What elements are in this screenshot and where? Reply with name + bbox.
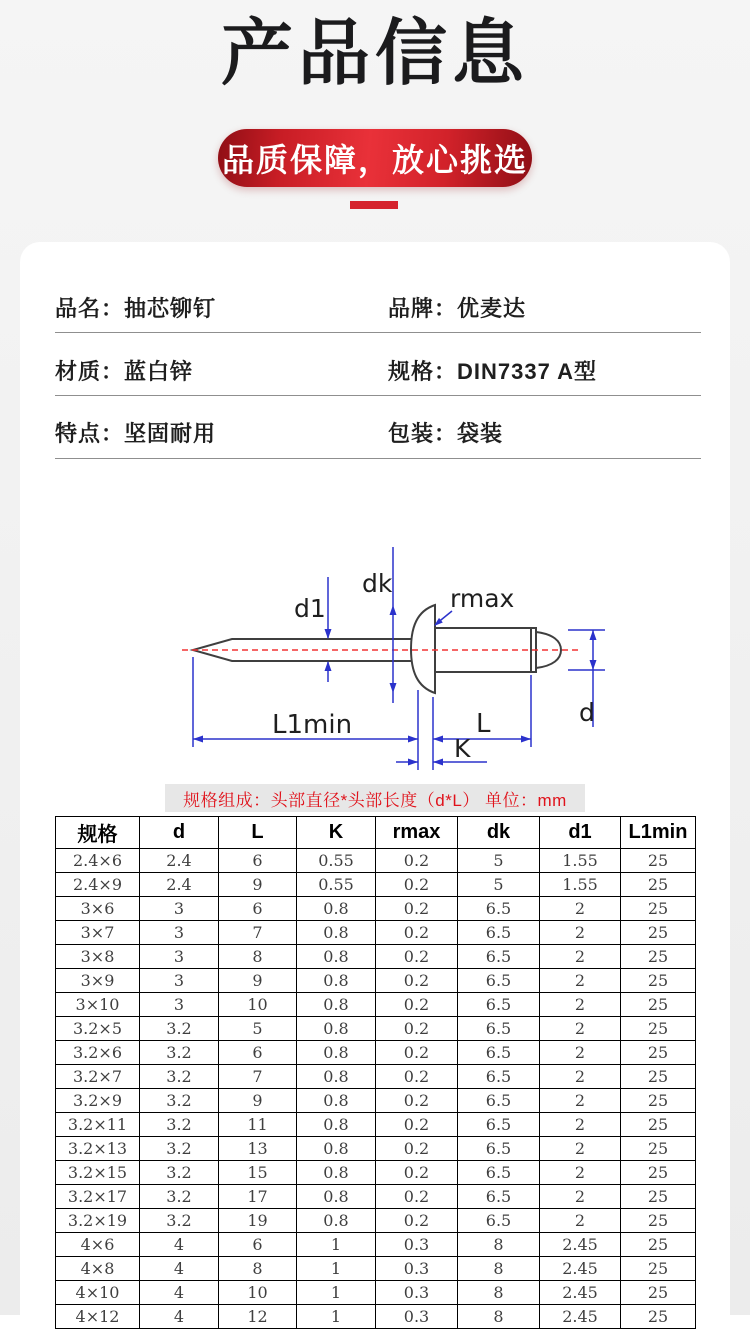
info-value: DIN7337 A型	[457, 359, 598, 384]
table-cell: 3.2×6	[56, 1041, 140, 1065]
table-cell: 25	[621, 1185, 696, 1209]
table-cell: 0.55	[297, 849, 376, 873]
table-cell: 6.5	[458, 969, 540, 993]
table-cell: 25	[621, 849, 696, 873]
table-row	[56, 1089, 696, 1113]
spec-table-header-cell: K	[297, 817, 376, 849]
table-cell: 6	[219, 897, 297, 921]
table-cell: 15	[219, 1161, 297, 1185]
table-cell: 2.4×6	[56, 849, 140, 873]
table-cell: 19	[219, 1209, 297, 1233]
table-cell: 11	[219, 1113, 297, 1137]
table-cell: 25	[621, 1041, 696, 1065]
table-row	[56, 1257, 696, 1281]
table-cell: 4×8	[56, 1257, 140, 1281]
dim-label-L: L	[476, 709, 491, 739]
table-cell: 3.2×19	[56, 1209, 140, 1233]
table-cell: 0.8	[297, 1185, 376, 1209]
table-cell: 6.5	[458, 1017, 540, 1041]
table-cell: 4×6	[56, 1233, 140, 1257]
info-divider	[55, 458, 701, 459]
table-row	[56, 945, 696, 969]
table-row	[56, 1161, 696, 1185]
table-cell: 3×9	[56, 969, 140, 993]
table-cell: 0.3	[376, 1305, 458, 1329]
spec-note-text: 规格组成：头部直径*头部长度（d*L） 单位：mm	[183, 790, 567, 810]
table-cell: 0.2	[376, 1209, 458, 1233]
table-cell: 0.2	[376, 873, 458, 897]
table-cell: 6.5	[458, 993, 540, 1017]
table-cell: 2	[540, 969, 621, 993]
table-cell: 3.2×11	[56, 1113, 140, 1137]
dim-label-d: d	[579, 698, 595, 727]
table-cell: 6.5	[458, 921, 540, 945]
table-cell: 3.2	[140, 1065, 219, 1089]
table-cell: 1	[297, 1281, 376, 1305]
table-cell: 2	[540, 945, 621, 969]
table-cell: 25	[621, 1161, 696, 1185]
info-field-name	[55, 292, 216, 323]
table-cell: 2	[540, 1185, 621, 1209]
table-cell: 4×12	[56, 1305, 140, 1329]
table-row	[56, 993, 696, 1017]
table-cell: 2	[540, 1137, 621, 1161]
info-field-packaging	[388, 417, 503, 448]
table-cell: 2	[540, 1089, 621, 1113]
table-cell: 3.2×9	[56, 1089, 140, 1113]
table-cell: 25	[621, 969, 696, 993]
table-cell: 1	[297, 1305, 376, 1329]
table-cell: 25	[621, 1113, 696, 1137]
table-cell: 25	[621, 897, 696, 921]
info-label: 包装：	[388, 421, 458, 446]
table-cell: 0.3	[376, 1281, 458, 1305]
info-label: 特点：	[55, 421, 125, 446]
table-cell: 25	[621, 1137, 696, 1161]
table-cell: 3	[140, 945, 219, 969]
table-cell: 0.2	[376, 1137, 458, 1161]
info-field-material	[55, 355, 193, 386]
table-cell: 8	[458, 1257, 540, 1281]
spec-table-header-cell: rmax	[376, 817, 458, 849]
table-cell: 8	[219, 945, 297, 969]
table-cell: 0.2	[376, 1065, 458, 1089]
table-cell: 4	[140, 1305, 219, 1329]
table-cell: 9	[219, 1089, 297, 1113]
spec-table-header-cell: d	[140, 817, 219, 849]
table-cell: 4	[140, 1281, 219, 1305]
table-cell: 1.55	[540, 873, 621, 897]
table-cell: 3.2×15	[56, 1161, 140, 1185]
table-cell: 17	[219, 1185, 297, 1209]
table-cell: 2	[540, 993, 621, 1017]
info-field-spec	[388, 355, 597, 386]
table-cell: 0.8	[297, 1113, 376, 1137]
table-cell: 0.2	[376, 1017, 458, 1041]
table-cell: 3×8	[56, 945, 140, 969]
table-cell: 0.55	[297, 873, 376, 897]
table-cell: 0.2	[376, 897, 458, 921]
table-cell: 2	[540, 1017, 621, 1041]
table-row	[56, 897, 696, 921]
spec-table-header-cell: 规格	[56, 817, 140, 849]
table-cell: 2	[540, 1065, 621, 1089]
table-cell: 3.2	[140, 1185, 219, 1209]
table-cell: 2	[540, 1161, 621, 1185]
table-row	[56, 1305, 696, 1329]
table-cell: 6.5	[458, 1089, 540, 1113]
info-value: 抽芯铆钉	[124, 296, 217, 321]
table-cell: 3	[140, 969, 219, 993]
table-cell: 6	[219, 1041, 297, 1065]
table-row	[56, 921, 696, 945]
table-cell: 12	[219, 1305, 297, 1329]
table-row	[56, 1209, 696, 1233]
table-cell: 3.2×17	[56, 1185, 140, 1209]
table-cell: 0.2	[376, 1041, 458, 1065]
table-cell: 0.2	[376, 1161, 458, 1185]
info-value: 蓝白锌	[124, 359, 194, 384]
table-cell: 5	[219, 1017, 297, 1041]
table-cell: 0.3	[376, 1257, 458, 1281]
info-value: 优麦达	[457, 296, 527, 321]
table-cell: 3.2	[140, 1017, 219, 1041]
spec-table-header-cell: L	[219, 817, 297, 849]
table-row	[56, 1281, 696, 1305]
table-cell: 8	[458, 1233, 540, 1257]
table-cell: 7	[219, 1065, 297, 1089]
table-cell: 2.4	[140, 873, 219, 897]
table-cell: 0.8	[297, 1041, 376, 1065]
info-label: 品牌：	[388, 296, 458, 321]
table-cell: 6.5	[458, 1113, 540, 1137]
rivet-technical-diagram	[140, 535, 620, 785]
dim-label-d1: d1	[294, 594, 326, 623]
table-cell: 0.8	[297, 1089, 376, 1113]
table-cell: 10	[219, 993, 297, 1017]
dim-label-K: K	[454, 734, 471, 763]
table-cell: 0.2	[376, 945, 458, 969]
table-cell: 0.3	[376, 1233, 458, 1257]
table-row	[56, 1041, 696, 1065]
table-cell: 25	[621, 945, 696, 969]
table-cell: 0.8	[297, 1065, 376, 1089]
table-cell: 0.2	[376, 993, 458, 1017]
table-cell: 25	[621, 921, 696, 945]
table-cell: 3.2	[140, 1209, 219, 1233]
table-cell: 3.2	[140, 1113, 219, 1137]
spec-table-header-row	[56, 817, 696, 849]
table-cell: 4	[140, 1233, 219, 1257]
table-cell: 0.2	[376, 849, 458, 873]
table-cell: 1	[297, 1257, 376, 1281]
table-cell: 0.8	[297, 969, 376, 993]
table-cell: 2.45	[540, 1281, 621, 1305]
table-cell: 10	[219, 1281, 297, 1305]
table-cell: 2	[540, 897, 621, 921]
table-cell: 3.2×13	[56, 1137, 140, 1161]
table-cell: 8	[219, 1257, 297, 1281]
info-label: 材质：	[55, 359, 125, 384]
table-cell: 3.2	[140, 1089, 219, 1113]
info-label: 品名：	[55, 296, 125, 321]
dim-label-L1min: L1min	[272, 710, 353, 740]
table-cell: 3	[140, 897, 219, 921]
table-row	[56, 1017, 696, 1041]
quality-banner-text: 品质保障，放心挑选	[221, 142, 528, 178]
table-cell: 3.2	[140, 1161, 219, 1185]
table-cell: 6.5	[458, 1065, 540, 1089]
table-cell: 6.5	[458, 1137, 540, 1161]
table-cell: 3×10	[56, 993, 140, 1017]
table-cell: 3.2×5	[56, 1017, 140, 1041]
table-row	[56, 1233, 696, 1257]
table-cell: 3.2	[140, 1041, 219, 1065]
table-cell: 8	[458, 1281, 540, 1305]
table-cell: 2.4×9	[56, 873, 140, 897]
rivet-outline	[193, 605, 561, 693]
table-cell: 2	[540, 921, 621, 945]
table-cell: 2	[540, 1113, 621, 1137]
table-cell: 5	[458, 849, 540, 873]
table-cell: 0.8	[297, 1161, 376, 1185]
table-cell: 0.8	[297, 1017, 376, 1041]
table-row	[56, 873, 696, 897]
table-row	[56, 1065, 696, 1089]
table-row	[56, 849, 696, 873]
table-cell: 9	[219, 969, 297, 993]
table-cell: 6.5	[458, 897, 540, 921]
table-row	[56, 1137, 696, 1161]
table-cell: 8	[458, 1305, 540, 1329]
info-label: 规格：	[388, 359, 458, 384]
table-cell: 2	[540, 1209, 621, 1233]
table-cell: 2.45	[540, 1305, 621, 1329]
table-cell: 6	[219, 1233, 297, 1257]
table-cell: 3.2	[140, 1137, 219, 1161]
spec-table-body	[56, 849, 696, 1329]
table-cell: 0.2	[376, 921, 458, 945]
table-cell: 6.5	[458, 945, 540, 969]
spec-table-header-cell: L1min	[621, 817, 696, 849]
table-cell: 25	[621, 1089, 696, 1113]
table-cell: 25	[621, 1257, 696, 1281]
spec-table-header-cell: dk	[458, 817, 540, 849]
dim-label-dk: dk	[362, 569, 393, 598]
table-cell: 0.8	[297, 945, 376, 969]
info-field-brand	[388, 292, 526, 323]
table-cell: 0.2	[376, 969, 458, 993]
info-field-feature	[55, 417, 216, 448]
spec-table	[55, 816, 696, 1329]
table-row	[56, 1185, 696, 1209]
table-cell: 3×6	[56, 897, 140, 921]
table-cell: 2	[540, 1041, 621, 1065]
table-cell: 2.45	[540, 1257, 621, 1281]
table-cell: 25	[621, 1305, 696, 1329]
table-cell: 25	[621, 1233, 696, 1257]
table-cell: 0.8	[297, 1137, 376, 1161]
table-cell: 3×7	[56, 921, 140, 945]
table-cell: 25	[621, 873, 696, 897]
table-cell: 0.2	[376, 1113, 458, 1137]
table-cell: 25	[621, 993, 696, 1017]
table-row	[56, 969, 696, 993]
spec-note-bar	[165, 784, 585, 812]
accent-dash	[350, 201, 398, 209]
table-cell: 0.2	[376, 1089, 458, 1113]
dim-label-rmax: rmax	[450, 584, 515, 613]
table-cell: 25	[621, 1017, 696, 1041]
info-value: 袋装	[457, 421, 504, 446]
table-cell: 6.5	[458, 1041, 540, 1065]
info-divider	[55, 395, 701, 396]
spec-table-header-cell: d1	[540, 817, 621, 849]
table-cell: 9	[219, 873, 297, 897]
table-cell: 0.8	[297, 993, 376, 1017]
table-row	[56, 1113, 696, 1137]
table-cell: 1.55	[540, 849, 621, 873]
table-cell: 0.8	[297, 1209, 376, 1233]
table-cell: 3	[140, 993, 219, 1017]
table-cell: 3	[140, 921, 219, 945]
table-cell: 6.5	[458, 1209, 540, 1233]
table-cell: 5	[458, 873, 540, 897]
table-cell: 6.5	[458, 1161, 540, 1185]
table-cell: 0.8	[297, 921, 376, 945]
info-divider	[55, 332, 701, 333]
table-cell: 2.4	[140, 849, 219, 873]
table-cell: 13	[219, 1137, 297, 1161]
table-cell: 7	[219, 921, 297, 945]
table-cell: 25	[621, 1065, 696, 1089]
table-cell: 0.2	[376, 1185, 458, 1209]
table-cell: 25	[621, 1209, 696, 1233]
table-cell: 3.2×7	[56, 1065, 140, 1089]
quality-banner	[218, 129, 532, 187]
table-cell: 6	[219, 849, 297, 873]
info-value: 坚固耐用	[124, 421, 217, 446]
table-cell: 0.8	[297, 897, 376, 921]
table-cell: 4	[140, 1257, 219, 1281]
table-cell: 4×10	[56, 1281, 140, 1305]
table-cell: 2.45	[540, 1233, 621, 1257]
page-title: 产品信息	[220, 14, 529, 94]
table-cell: 1	[297, 1233, 376, 1257]
table-cell: 25	[621, 1281, 696, 1305]
table-cell: 6.5	[458, 1185, 540, 1209]
